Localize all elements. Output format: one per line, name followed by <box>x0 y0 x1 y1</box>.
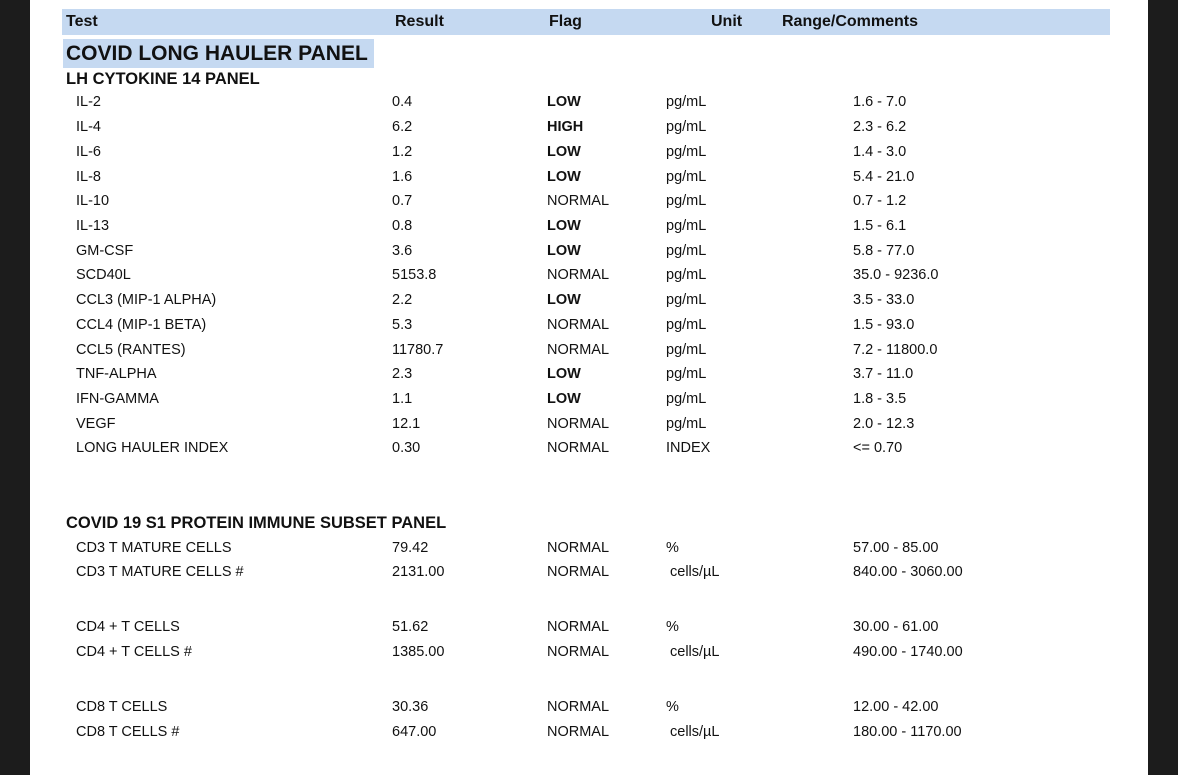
cell-unit: pg/mL <box>666 94 707 110</box>
cell-flag: LOW <box>547 169 581 185</box>
cell-flag: NORMAL <box>547 644 610 660</box>
cell-result: 0.7 <box>392 193 413 209</box>
cell-test: CD3 T MATURE CELLS # <box>76 564 244 580</box>
cell-test: IL-10 <box>76 193 110 209</box>
cell-range: 1.4 - 3.0 <box>853 144 907 160</box>
cell-result: 2.3 <box>392 366 413 382</box>
table-row <box>30 94 1148 116</box>
cell-test: IL-13 <box>76 218 110 234</box>
cell-flag: NORMAL <box>547 193 610 209</box>
cell-test: CD4 + T CELLS <box>76 619 180 635</box>
table-row <box>30 342 1148 364</box>
cell-unit: pg/mL <box>666 342 707 358</box>
cell-unit: % <box>666 540 679 556</box>
header-result: Result <box>395 13 444 30</box>
cell-range: 1.5 - 93.0 <box>853 317 915 333</box>
header-unit: Unit <box>711 13 743 30</box>
table-row <box>30 193 1148 215</box>
cell-flag: LOW <box>547 243 581 259</box>
cell-flag: LOW <box>547 94 581 110</box>
cell-test: CD3 T MATURE CELLS <box>76 540 232 556</box>
cell-test: LONG HAULER INDEX <box>76 440 229 456</box>
section-title-cytokine: LH CYTOKINE 14 PANEL <box>66 70 260 88</box>
cell-test: IL-2 <box>76 94 101 110</box>
table-row <box>30 391 1148 413</box>
cell-result: 647.00 <box>392 724 437 740</box>
section-title-immune-subset: COVID 19 S1 PROTEIN IMMUNE SUBSET PANEL <box>66 514 447 532</box>
cell-flag: NORMAL <box>547 564 610 580</box>
cell-result: 11780.7 <box>392 342 444 358</box>
table-row <box>30 243 1148 265</box>
table-row <box>30 119 1148 141</box>
cell-unit: pg/mL <box>666 391 707 407</box>
cell-result: 5.3 <box>392 317 413 333</box>
cell-test: TNF-ALPHA <box>76 366 157 382</box>
table-row <box>30 144 1148 166</box>
table-header-row <box>62 9 1110 35</box>
cell-result: 0.30 <box>392 440 421 456</box>
cell-unit: % <box>666 699 679 715</box>
cell-test: CD4 + T CELLS # <box>76 644 192 660</box>
cell-range: 840.00 - 3060.00 <box>853 564 963 580</box>
header-test: Test <box>66 13 98 30</box>
cell-result: 0.8 <box>392 218 413 234</box>
table-row <box>30 292 1148 314</box>
cell-range: 180.00 - 1170.00 <box>853 724 962 740</box>
cell-result: 5153.8 <box>392 267 437 283</box>
header-flag: Flag <box>549 13 582 30</box>
table-row <box>30 416 1148 438</box>
cell-unit: cells/µL <box>670 724 720 740</box>
cell-range: 1.5 - 6.1 <box>853 218 907 234</box>
table-row <box>30 366 1148 388</box>
cell-result: 51.62 <box>392 619 429 635</box>
cell-result: 30.36 <box>392 699 429 715</box>
cell-unit: pg/mL <box>666 218 707 234</box>
cell-test: CCL3 (MIP-1 ALPHA) <box>76 292 217 308</box>
cell-flag: NORMAL <box>547 317 610 333</box>
cell-test: IL-6 <box>76 144 101 160</box>
cell-result: 12.1 <box>392 416 421 432</box>
cell-result: 1.1 <box>392 391 413 407</box>
cell-test: IL-4 <box>76 119 101 135</box>
cell-unit: cells/µL <box>670 564 720 580</box>
cell-flag: NORMAL <box>547 342 610 358</box>
cell-flag: LOW <box>547 391 581 407</box>
cell-range: 12.00 - 42.00 <box>853 699 939 715</box>
cell-test: VEGF <box>76 416 116 432</box>
table-row <box>30 564 1148 586</box>
cell-result: 1385.00 <box>392 644 445 660</box>
cell-range: 2.0 - 12.3 <box>853 416 915 432</box>
cell-test: CCL4 (MIP-1 BETA) <box>76 317 207 333</box>
cell-result: 6.2 <box>392 119 413 135</box>
cell-result: 1.6 <box>392 169 413 185</box>
cell-range: 2.3 - 6.2 <box>853 119 907 135</box>
cell-result: 2131.00 <box>392 564 445 580</box>
cell-result: 1.2 <box>392 144 413 160</box>
report-sheet <box>30 0 1148 775</box>
cell-range: 490.00 - 1740.00 <box>853 644 963 660</box>
cell-result: 2.2 <box>392 292 413 308</box>
cell-range: 1.6 - 7.0 <box>853 94 907 110</box>
table-row <box>30 619 1148 641</box>
cell-test: GM-CSF <box>76 243 134 259</box>
cell-flag: NORMAL <box>547 699 610 715</box>
cell-range: 30.00 - 61.00 <box>853 619 939 635</box>
cell-result: 0.4 <box>392 94 413 110</box>
cell-unit: pg/mL <box>666 267 707 283</box>
table-row <box>30 540 1148 562</box>
cell-unit: pg/mL <box>666 169 707 185</box>
cell-unit: % <box>666 619 679 635</box>
cell-flag: NORMAL <box>547 724 610 740</box>
cell-range: 1.8 - 3.5 <box>853 391 907 407</box>
cell-unit: INDEX <box>666 440 711 456</box>
cell-flag: NORMAL <box>547 619 610 635</box>
cell-unit: pg/mL <box>666 193 707 209</box>
panel-title: COVID LONG HAULER PANEL <box>63 39 374 68</box>
table-row <box>30 699 1148 721</box>
cell-flag: HIGH <box>547 119 584 135</box>
cell-result: 3.6 <box>392 243 413 259</box>
cell-flag: NORMAL <box>547 440 610 456</box>
cell-result: 79.42 <box>392 540 429 556</box>
cell-range: 57.00 - 85.00 <box>853 540 939 556</box>
cell-flag: NORMAL <box>547 540 610 556</box>
cell-unit: pg/mL <box>666 317 707 333</box>
cell-flag: LOW <box>547 218 581 234</box>
cell-range: 5.4 - 21.0 <box>853 169 915 185</box>
cell-test: SCD40L <box>76 267 131 283</box>
cell-unit: cells/µL <box>670 644 720 660</box>
cell-flag: NORMAL <box>547 267 610 283</box>
cell-range: 0.7 - 1.2 <box>853 193 907 209</box>
table-row <box>30 644 1148 666</box>
cell-unit: pg/mL <box>666 292 707 308</box>
cell-unit: pg/mL <box>666 144 707 160</box>
cell-range: 7.2 - 11800.0 <box>853 342 938 358</box>
cell-flag: LOW <box>547 366 581 382</box>
cell-test: CD8 T CELLS <box>76 699 168 715</box>
cell-range: 35.0 - 9236.0 <box>853 267 939 283</box>
header-range: Range/Comments <box>782 13 919 30</box>
cell-range: <= 0.70 <box>853 440 903 456</box>
cell-test: IL-8 <box>76 169 101 185</box>
table-row <box>30 440 1148 462</box>
cell-range: 5.8 - 77.0 <box>853 243 915 259</box>
table-row <box>30 169 1148 191</box>
cell-unit: pg/mL <box>666 119 707 135</box>
cell-flag: LOW <box>547 292 581 308</box>
cell-unit: pg/mL <box>666 366 707 382</box>
cell-test: CD8 T CELLS # <box>76 724 180 740</box>
cell-test: IFN-GAMMA <box>76 391 159 407</box>
cell-range: 3.5 - 33.0 <box>853 292 915 308</box>
cell-range: 3.7 - 11.0 <box>853 366 914 382</box>
table-row <box>30 317 1148 339</box>
table-row <box>30 724 1148 746</box>
cell-unit: pg/mL <box>666 243 707 259</box>
cell-flag: NORMAL <box>547 416 610 432</box>
cell-unit: pg/mL <box>666 416 707 432</box>
cell-test: CCL5 (RANTES) <box>76 342 186 358</box>
cell-flag: LOW <box>547 144 581 160</box>
table-row <box>30 267 1148 289</box>
table-row <box>30 218 1148 240</box>
